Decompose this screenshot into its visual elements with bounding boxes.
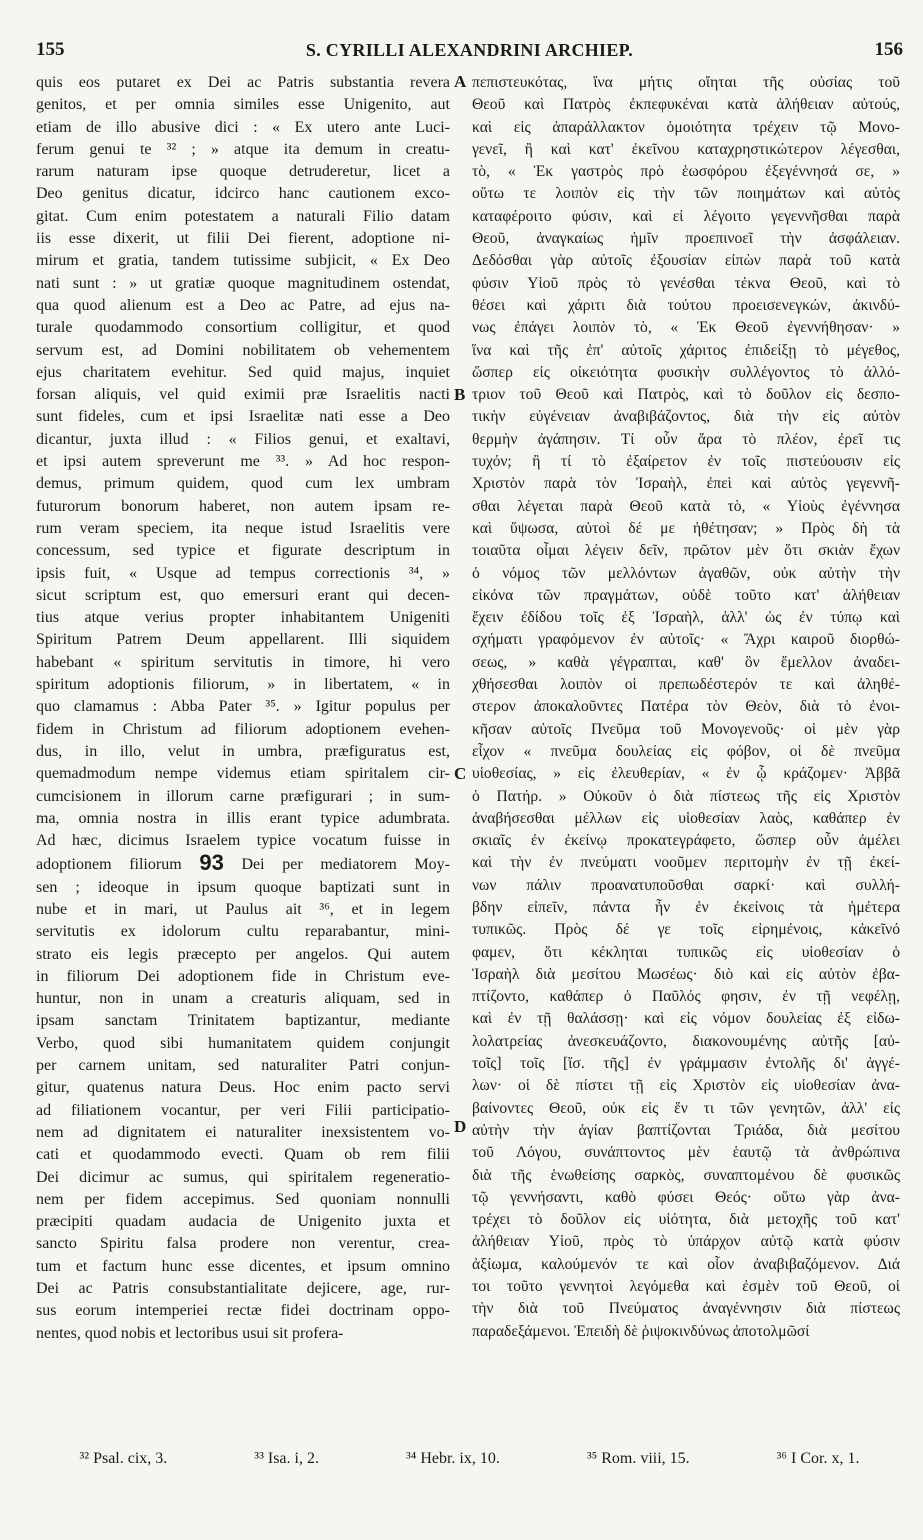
- latin-line: Ad hæc, dicimus Israelem typice vocatum fuisse in: [36, 832, 450, 850]
- section-marker-a: A: [454, 72, 467, 91]
- page-reference: 93: [199, 852, 224, 876]
- latin-line: nube et in mari, ut Paulus ait ³⁶, et in legem: [36, 900, 450, 918]
- latin-line: iis esse dixerit, ut filii Dei fierent, adoptione ni-: [36, 230, 450, 248]
- greek-line: πτίζοντο, καθάπερ ὁ Παῦλός φησιν, ἐν τῇ νεφέλῃ,: [472, 988, 900, 1006]
- latin-line: ipsis fuit, « Usque ad tempus correctionis ³⁴, »: [36, 564, 450, 582]
- greek-line: καὶ εἰς ἀπαράλλακτον ὁμοιότητα τρέχειν τῷ Μονο-: [472, 118, 900, 136]
- greek-line: λολατρείας ἀνεσκευάζοντο, διακονουμένης αὐτῆς [αὐ-: [472, 1032, 900, 1050]
- latin-line: per carnem unitam, sed naturaliter Patri conjun-: [36, 1057, 450, 1075]
- greek-line: τυχόν; ἢ τί τὸ ἐξαίρετον ἐν τοῖς πιστεύουσιν εἰς: [472, 453, 900, 471]
- latin-line: gitat. Cum enim potestatem a naturali Filio datam: [36, 207, 450, 225]
- greek-line: ὁ Πατήρ. » Οὐκοῦν ὁ διὰ πίστεως τῆς εἰς Χριστὸν: [472, 787, 900, 805]
- footnote-36: ³⁶ I Cor. x, 1.: [776, 1450, 860, 1467]
- latin-line: habebant « spiritum servitutis in timore, hi vero: [36, 653, 450, 671]
- latin-line: præcipiti quadam audacia de Unigenito juxta et: [36, 1213, 450, 1231]
- latin-line: dicantur, juxta illud : « Filios genui, et exaltavi,: [36, 430, 450, 448]
- greek-line: ὁ νόμος τῶν μελλόντων ἀγαθῶν, οὐκ αὐτὴν τὴν: [472, 564, 900, 582]
- greek-line: σθαι λέγεται παρὰ Θεοῦ κατὰ τὸ, « Υἱοὺς ἐγέννησα: [472, 497, 900, 515]
- latin-column: [36, 72, 450, 1430]
- footnote-32: ³² Psal. cix, 3.: [79, 1450, 168, 1467]
- latin-line: rum veram speciem, ita neque istud Israelitis vere: [36, 519, 450, 537]
- greek-line: ὥσπερ εἰς οἰκειότητα φυσικὴν συλλέγοντος τὸ ἀλλό-: [472, 363, 900, 381]
- latin-line: rarum naturam ipse quoque detruderetur, licet a: [36, 163, 450, 181]
- latin-line: nem per fidem accepimus. Sed quoniam nonnulli: [36, 1190, 450, 1208]
- latin-line: forsan aliquis, vel quid eximii præ Israelitis nacti: [36, 386, 450, 404]
- footnotes: [36, 1450, 903, 1478]
- latin-line: sunt fideles, cum et ipsi Israelitæ nati esse a Deo: [36, 408, 450, 426]
- greek-line: σεως, » καθὰ γέγραπται, καθ' ὃν ἔμελλον ἀναδει-: [472, 653, 900, 671]
- greek-line: βδην εἰπεῖν, πάντα ἦν ἐν ἐκείνοις τὰ ἡμέτερα: [472, 898, 900, 916]
- greek-line: ἀξίωμα, καλούμενόν τε καὶ οἷον ἀναβιβαζόμενον. Διά: [472, 1255, 900, 1273]
- latin-line: dus, in illo, velut in umbra, præfiguratus est,: [36, 742, 450, 760]
- greek-line: εἰκόνα τῶν πραγμάτων, οὐδὲ τοῦτο κατ' ἀλήθειαν: [472, 586, 900, 604]
- section-marker-d: D: [454, 1117, 467, 1136]
- latin-line: Spiritum Patrem Deum appellarent. Illi siquidem: [36, 631, 450, 649]
- greek-line: νως ἐπάγει λοιπὸν τὸ, « Ἐκ Θεοῦ ἐγεννήθησαν· »: [472, 319, 900, 337]
- latin-line: quo clamamus : Abba Pater ³⁵. » Igitur populus per: [36, 698, 450, 716]
- greek-line: ἵνα καὶ τῆς ἐπ' αὐτοῖς χάριτος ἐπιδείξῃ τὸ μέγεθος,: [472, 341, 900, 359]
- greek-line: παραδεξάμενοι. Ἐπειδὴ δὲ ῥιψοκινδύνως ἀποτολμῶσί: [472, 1322, 810, 1340]
- latin-line: etiam de illo abusive dici : « Ex utero ante Luci-: [36, 118, 450, 136]
- latin-line: strato eis legis præcepto per angelos. Qui autem: [36, 945, 450, 963]
- greek-line: βαίνοντες Θεοῦ, οὐκ εἰς ἕν τι τῶν γενητῶν, ἀλλ' εἰς: [472, 1099, 900, 1117]
- latin-line: sen ; ideoque in ipsum quoque baptizati sunt in: [36, 878, 450, 896]
- greek-line: θέσει καὶ χάριτι διὰ τούτου προεισενεγκών, ἀκινδύ-: [472, 296, 900, 314]
- footnote-33: ³³ Isa. i, 2.: [254, 1450, 319, 1467]
- greek-line: ἔχειν ἐδίδου τοῖς ἐξ Ἰσραὴλ, ἀλλ' ὡς ἐν τύπῳ καὶ: [472, 609, 900, 627]
- latin-line: sus eorum intemperiei rectæ fidei doctrinam oppo-: [36, 1302, 450, 1320]
- latin-line: qua quod alienum est a Deo ac Patre, ad ejus na-: [36, 296, 450, 314]
- greek-line: καταφέροιτο φύσιν, καὶ εἰ λέγοιτο γεγεννῆσθαι παρὰ: [472, 207, 900, 225]
- latin-line: futurorum bonorum haberet, non autem ipsam re-: [36, 497, 450, 515]
- greek-line: τοῖς] τοῖς [ἴσ. τῆς] ἐν γράμμασιν ἐντολῆς δι' ἀγγέ-: [472, 1055, 900, 1073]
- latin-line: quemadmodum nempe videmus etiam spiritalem cir-: [36, 765, 450, 783]
- greek-line: τρέχει τὸ δοῦλον εἰς υἱότητα, διὰ μετοχῆς τοῦ κατ': [472, 1211, 900, 1229]
- greek-line: ἀναβήσεσθαι μέλλων εἰς υἱοθεσίαν λαὸς, καθάπερ ἐν: [472, 809, 900, 827]
- latin-line: genitos, et per omnia similes esse Unigenito, aut: [36, 96, 450, 114]
- greek-line: Δεδόσθαι γὰρ αὐτοῖς ἐξουσίαν εἰπὼν παρὰ τοῦ κατὰ: [472, 252, 900, 270]
- greek-line: Θεοῦ καὶ Πατρὸς ἐκπεφυκέναι κατὰ ἀλήθειαν αὐτούς,: [472, 96, 900, 114]
- greek-line: Θεοῦ, ἀναγκαίως ἡμῖν προεπινοεῖ τὴν ἀσφάλειαν.: [472, 230, 900, 248]
- greek-line: στερον ἀποκαλοῦντες Πατέρα τὸν Θεὸν, διὰ τὸ ἐνοι-: [472, 698, 900, 716]
- greek-line: Ἰσραὴλ διὰ μεσίτου Μωσέως· διὸ καὶ εἰς αὐτὸν ἐβα-: [472, 965, 900, 983]
- greek-line: τὸ, « Ἐκ γαστρὸς πρὸ ἑωσφόρου ἐξεγέννησά σε, »: [472, 163, 900, 181]
- latin-line: ejus charitatem evehitur. Sed quid majus, inquiet: [36, 363, 450, 381]
- greek-line: γενεῖ, ἢ καὶ κατ' ἐκεῖνου καταχρηστικώτερον λέγεσθαι,: [472, 140, 900, 158]
- greek-line: καὶ ἐν τῇ θαλάσσῃ· καὶ εἰς νόμον δουλείας ἐξ εἰδω-: [472, 1010, 900, 1028]
- left-page-number: 155: [36, 39, 65, 60]
- greek-line: τριον τοῦ Θεοῦ καὶ Πατρὸς, καὶ τὸ δοῦλον εἰς δεσπο-: [472, 386, 900, 404]
- greek-line: τυπικῶς. Πρὸς δέ γε τοῖς εἰρημένοις, κἀκεῖνό: [472, 921, 900, 939]
- greek-line: πεπιστευκότας, ἵνα μήτις οἴηται τῆς οὐσίας τοῦ: [472, 74, 900, 91]
- footnote-34: ³⁴ Hebr. ix, 10.: [405, 1450, 500, 1467]
- latin-line: ipsam sanctam Trinitatem baptizantur, mediante: [36, 1012, 450, 1030]
- greek-line: εἶχον « πνεῦμα δουλείας εἰς φόβον, οἱ δὲ πνεῦμα: [472, 742, 900, 760]
- greek-line: θερμὴν ἀγάπησιν. Τί οὖν ἄρα τὸ πλέον, ἐρεῖ τις: [472, 430, 900, 448]
- greek-line: διὰ τῆς ἑνωθείσης σαρκὸς, συναπτομένου δὲ φυσικῶς: [472, 1166, 900, 1184]
- latin-line: sicut scriptum est, quo emersuri erant qui decen-: [36, 586, 450, 604]
- greek-line: λων· οἱ δὲ πίστει τῇ εἰς Χριστὸν εἰς υἱοθεσίαν ἀνα-: [472, 1077, 900, 1095]
- running-title: S. CYRILLI ALEXANDRINI ARCHIEP.: [305, 39, 634, 60]
- page-header: [36, 34, 903, 66]
- section-marker-b: B: [454, 385, 466, 404]
- latin-line: turale quodammodo consortium colligitur, et quod: [36, 319, 450, 337]
- greek-line: τοι τοῦτο γεννητοὶ λεγόμεθα καὶ ἐσμὲν τοῦ Θεοῦ, οἱ: [472, 1278, 900, 1296]
- latin-line: ad filiationem vocantur, per veri Filii participatio-: [36, 1101, 450, 1119]
- latin-line: ferum genui te ³² ; » atque ita demum in creatu-: [36, 140, 450, 158]
- greek-line: σκιαῖς ἐν ἐκείνῳ προκατεγράφετο, ὥσπερ οὖν ἀμέλει: [472, 832, 900, 850]
- footnote-35: ³⁵ Rom. viii, 15.: [586, 1450, 690, 1467]
- greek-line: τοῦ Λόγου, συνάπτοντος μὲν ἑαυτῷ τὰ ἀνθρώπινα: [472, 1144, 900, 1162]
- latin-line: Dei ac Patris consubstantialitate dejicere, age, rur-: [36, 1280, 450, 1298]
- latin-line: nem ad dignitatem ei naturaliter inexsistentem vo-: [36, 1123, 450, 1141]
- latin-line: et ipsi autem spreverunt me ³³. » Ad hoc respon-: [36, 453, 450, 471]
- greek-line: υἱοθεσίας, » εἰς ἐλευθερίαν, « ἐν ᾧ κράζομεν· Ἀββᾶ: [472, 765, 900, 783]
- latin-line: huntur, non in unam a creaturis aliquam, sed in: [36, 990, 450, 1008]
- latin-line: nentes, quod nobis et lectoribus usui sit profera-: [36, 1324, 344, 1342]
- greek-line: χθήσεσθαι λοιπὸν οἱ πρεπωδέστερόν τε καὶ ἀληθέ-: [472, 676, 900, 694]
- greek-line: φαμεν, ὅτι κέκληται τυπικῶς εἰς υἱοθεσίαν ὁ: [472, 943, 900, 961]
- greek-line: τῷ γεννήσαντι, καθὸ φύσει Θεός· οὕτω γὰρ ἀνα-: [472, 1188, 900, 1206]
- latin-line: Dei dicimur ac sumus, qui spiritalem regeneratio-: [36, 1168, 450, 1186]
- latin-line: Verbo, quod sibi humanitatem quidem conjungit: [36, 1034, 450, 1052]
- greek-line: τὴν διὰ τοῦ Πνεύματος ἀναγέννησιν διὰ πίστεως: [472, 1300, 900, 1318]
- latin-line: spiritum adoptionis filiorum, » in libertatem, « in: [36, 676, 450, 694]
- latin-line: fidem in Christum ad filiorum adoptionem evehen-: [36, 720, 450, 738]
- greek-line: Χριστὸν παρὰ τὸν Ἰσραὴλ, ἐπεὶ καὶ αὐτὸς γεγεννῆ-: [472, 475, 900, 493]
- latin-line: Deo genitus dicatur, idcirco hanc cautionem exco-: [36, 185, 450, 203]
- latin-line: adoptionem filiorum 93 Dei per mediatorem Moy-: [36, 852, 450, 876]
- latin-line: gitur, quatenus natura Deus. Hoc enim pacto servi: [36, 1079, 450, 1097]
- latin-line: demus, primum quidem, quod cum lex umbram: [36, 475, 450, 493]
- latin-line: cumcisionem in illorum carne præfigurari ; in sum-: [36, 787, 450, 805]
- latin-line: quis eos putaret ex Dei ac Patris substantia revera: [36, 74, 450, 91]
- greek-line: αὐτὴν τὴν ἁγίαν βαπτίζονται Τριάδα, διὰ μεσίτου: [472, 1121, 900, 1139]
- section-marker-c: C: [454, 764, 467, 783]
- latin-line: ma, omnia nostra in illis erant typice adumbrata.: [36, 809, 450, 827]
- greek-line: καὶ τὴν ἐν πνεύματι νοοῦμεν περιτομὴν ἐν τῇ ἐκεί-: [472, 854, 900, 872]
- greek-line: ἀλήθειαν Υἱοῦ, πρὸς τὸ ὑπάρχον αὐτῷ κατὰ φύσιν: [472, 1233, 900, 1251]
- greek-line: φύσιν Υἱοῦ πρὸς τὸ γενέσθαι τέκνα Θεοῦ, καὶ τὸ: [472, 274, 900, 292]
- greek-line: τικὴν εὐγένειαν ἀναβιβάζοντος, διὰ τὴν εἰς αὐτὸν: [472, 408, 900, 426]
- latin-line: sancto Spiritu falsa prodere non verentur, crea-: [36, 1235, 450, 1253]
- latin-line: tius atque verius propter inhabitantem Unigeniti: [36, 609, 450, 627]
- latin-line: tum et factum hunc esse dicentes, et ipsum omnino: [36, 1257, 450, 1275]
- latin-line: cati et quodammodo evecti. Quam ob rem filii: [36, 1146, 450, 1164]
- greek-line: καὶ ὕψωσα, αὐτοὶ δέ με ἠθέτησαν; » Πρὸς δὴ τὰ: [472, 519, 900, 537]
- greek-line: σχήματι γραφόμενον ἐν αὐτοῖς· « Ἄχρι καιροῦ διορθώ-: [472, 631, 900, 649]
- latin-line: servum est, ad Domini nobilitatem ob vehementem: [36, 341, 450, 359]
- greek-line: νων πάλιν προανατυποῦσθαι σαρκί· καὶ συλλή-: [472, 876, 900, 894]
- greek-line: κῆσαν αὐτοῖς Πνεῦμα τοῦ Μονογενοῦς· οἱ μὲν γὰρ: [472, 720, 900, 738]
- latin-line: concessum, sed typice et figurate descriptum in: [36, 542, 450, 560]
- latin-line: servitutis ex idolorum cultu reparabantur, mini-: [36, 923, 450, 941]
- latin-line: in filiorum Dei adoptionem fide in Christum eve-: [36, 967, 450, 985]
- greek-column: [472, 72, 900, 1430]
- greek-line: οὕτω τε λοιπὸν εἰς τὴν τῶν ποιημάτων καὶ αὐτὸς: [472, 185, 900, 203]
- greek-line: τοιαῦτα οἶμαι λέγειν δεῖν, πρῶτον μὲν ὅτι σκιὰν ἔχων: [472, 542, 900, 560]
- right-page-number: 156: [874, 39, 903, 60]
- latin-line: nati sunt : » ut gratiæ quoque magnitudinem ostendat,: [36, 274, 450, 292]
- latin-line: mirum et gratia, tandem tutissime subjicit, « Ex Deo: [36, 252, 450, 270]
